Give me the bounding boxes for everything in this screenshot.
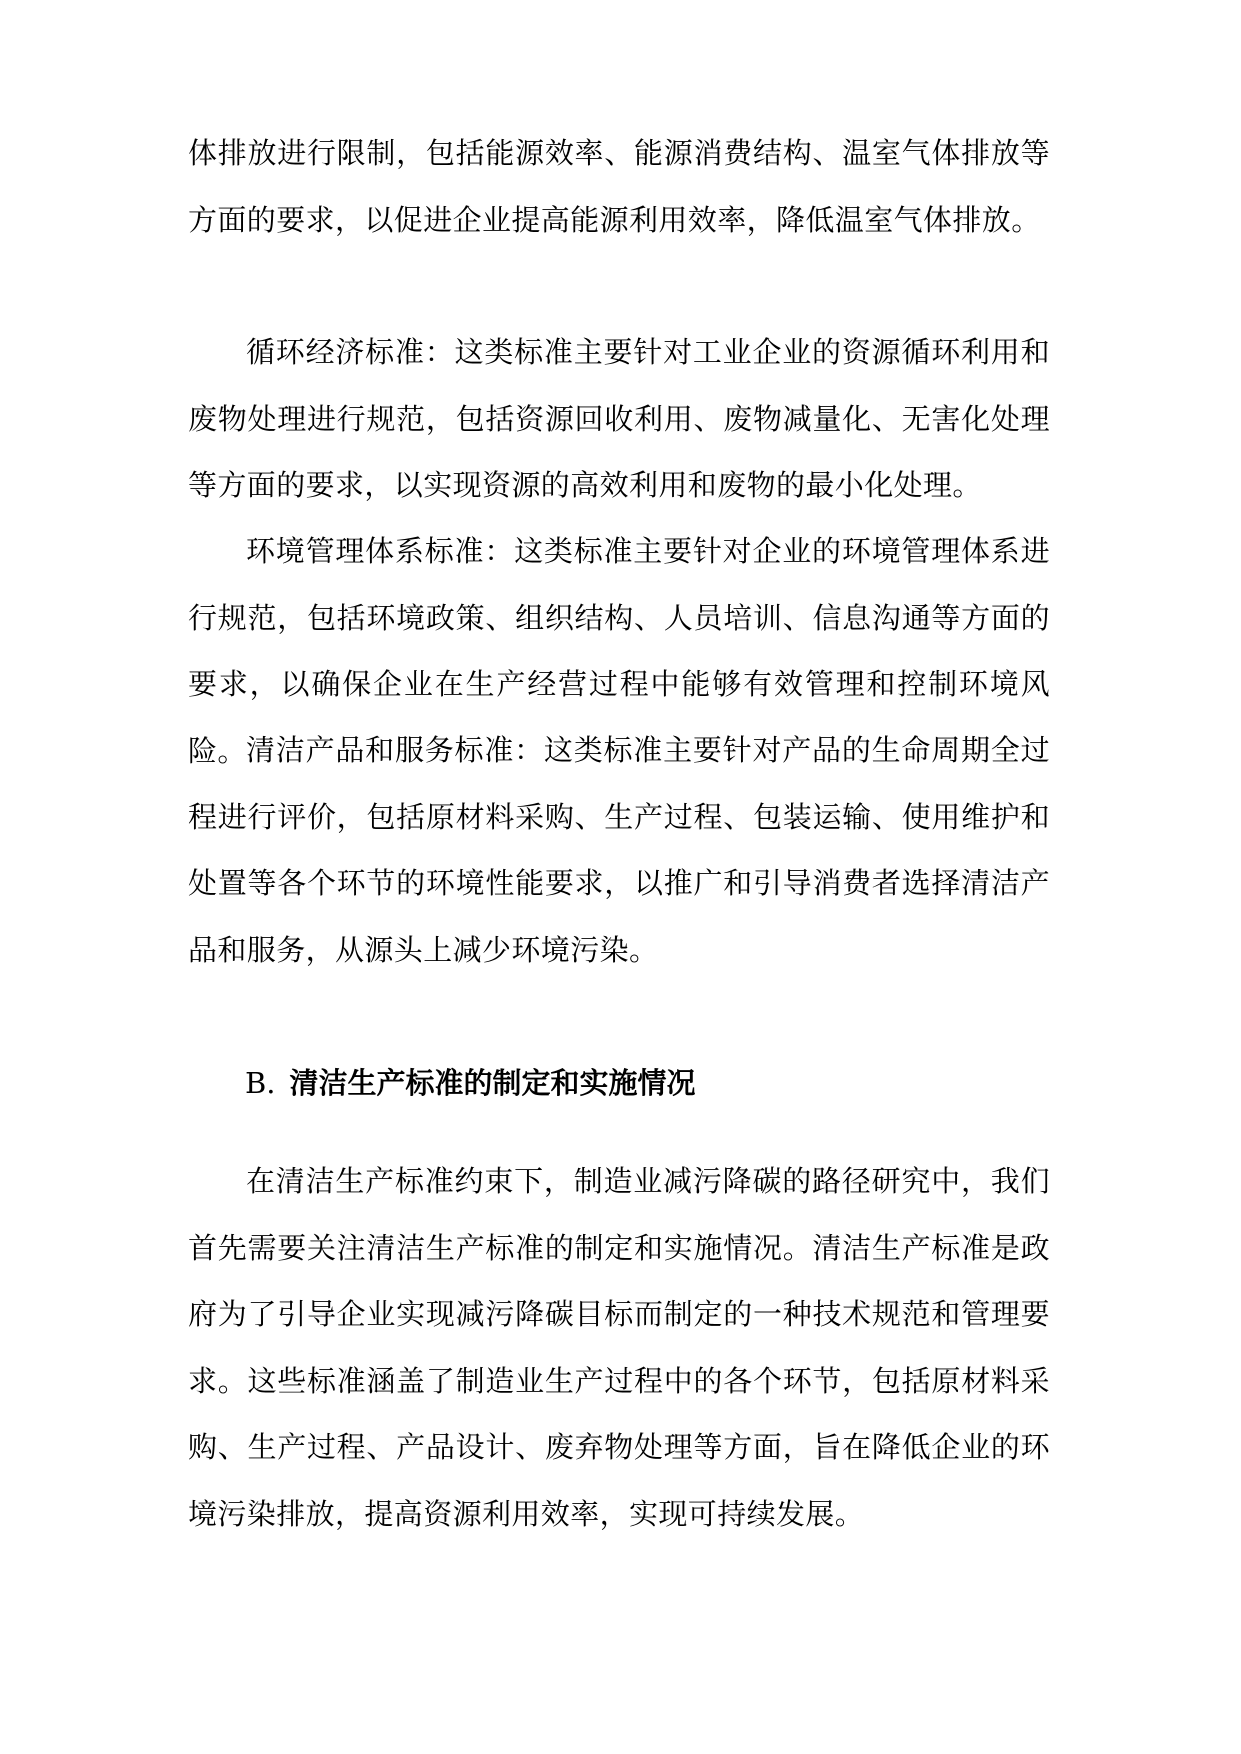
section-label: B. — [245, 1066, 276, 1100]
section-heading — [245, 1050, 696, 1116]
paragraph-circular-economy-standard: 循环经济标准：这类标准主要针对工业企业的资源循环利用和废物处理进行规范，包括资源回收利用、废物减量化、无害化处理等方面的要求，以实现资源的高效利用和废物的最小化处理。 — [188, 335, 1050, 502]
paragraph-environmental-management-standard: 环境管理体系标准：这类标准主要针对企业的环境管理体系进行规范，包括环境政策、组织结构、人员培训、信息沟通等方面的要求，以确保企业在生产经营过程中能够有效管理和控制环境风险。 — [188, 534, 1050, 768]
paragraph-standard-formulation: 在清洁生产标准约束下，制造业减污降碳的路径研究中，我们首先需要关注清洁生产标准的制定和实施情况。清洁生产标准是政府为了引导企业实现减污降碳目标而制定的一种技术规范和管理要求。这些标准涵盖了制造业生产过程中的各个环节，包括原材料采购、生产过程、产品设计、废弃物处理等方面，旨在降低企业的环境污染排放，提高资源利用效率，实现可持续发展。 — [188, 1164, 1050, 1531]
section-title: 清洁生产标准的制定和实施情况 — [289, 1066, 696, 1100]
paragraph-emissions-continued: 体排放进行限制，包括能源效率、能源消费结构、温室气体排放等方面的要求，以促进企业提高能源利用效率，降低温室气体排放。 — [188, 136, 1050, 237]
paragraph-clean-product-service-standard: 清洁产品和服务标准：这类标准主要针对产品的生命周期全过程进行评价，包括原材料采购、生产过程、包装运输、使用维护和处置等各个环节的环境性能要求，以推广和引导消费者选择清洁产品和服务，从源头上减少环境污染。 — [188, 733, 1050, 967]
